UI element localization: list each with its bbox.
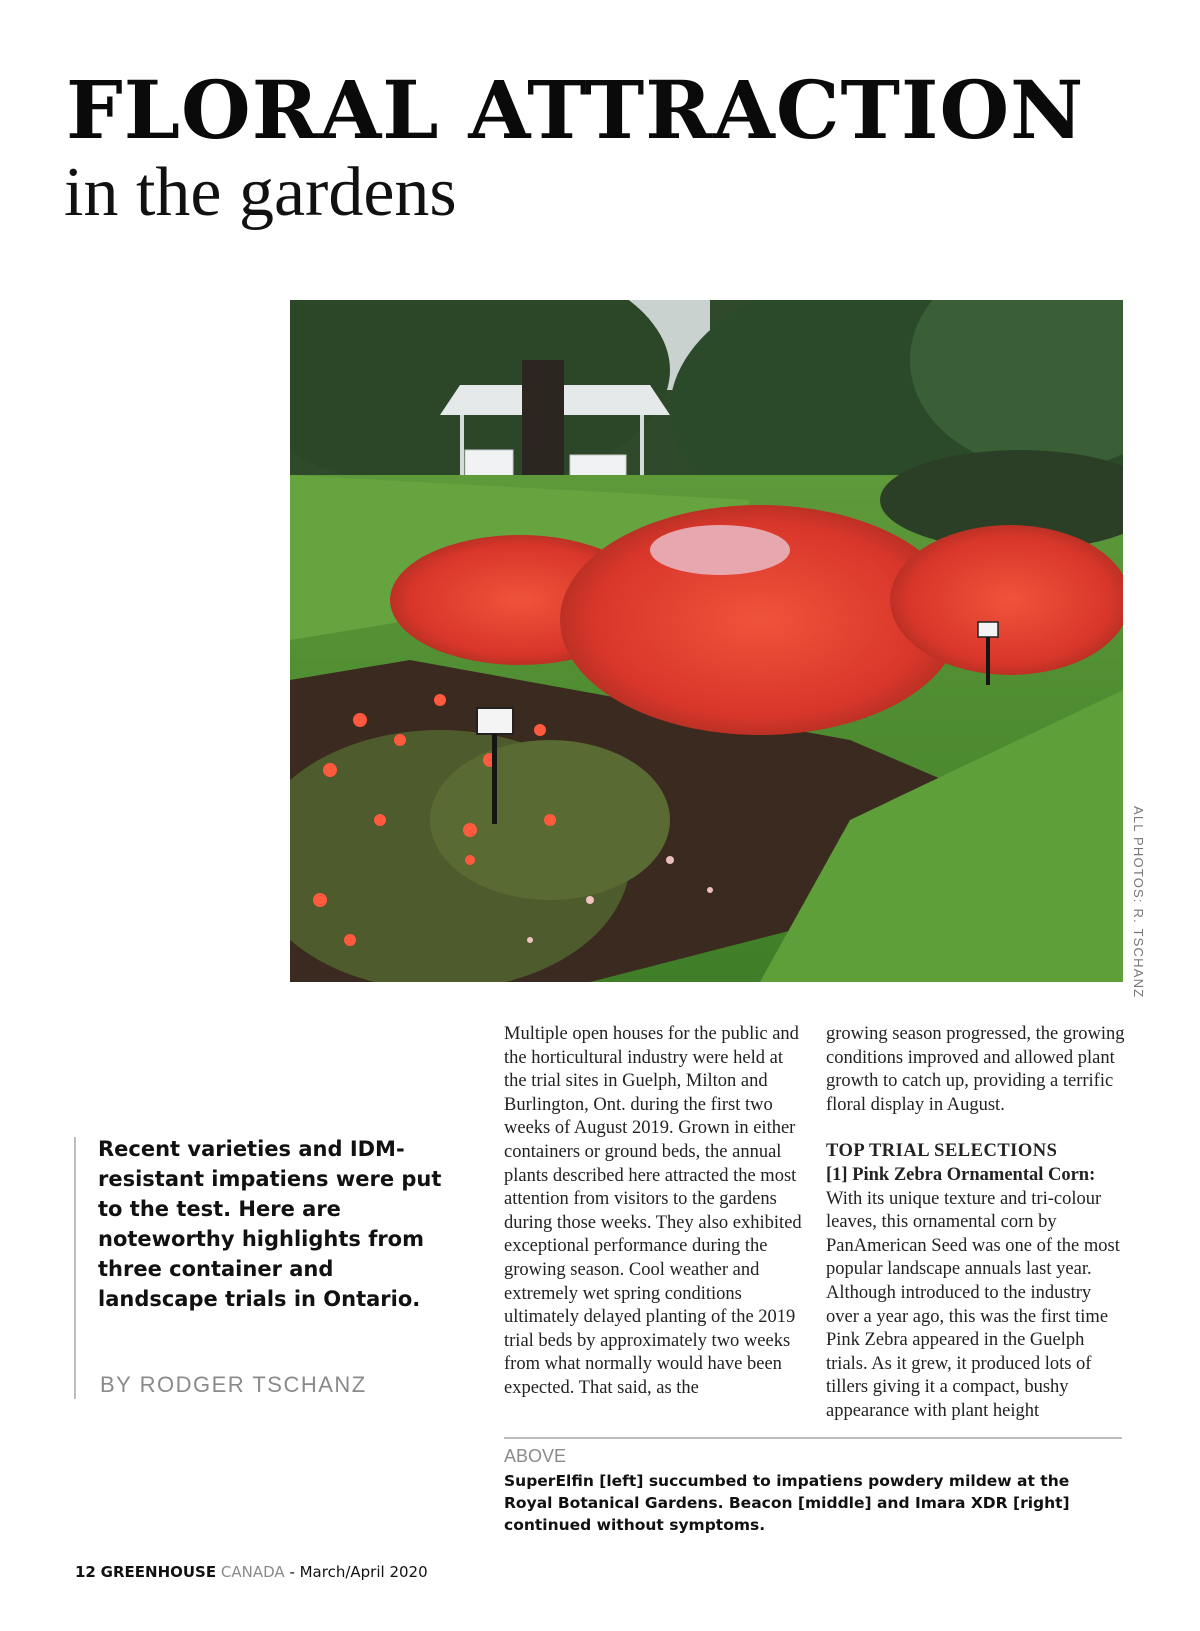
impatiens-bed-illustration bbox=[290, 300, 1123, 982]
byline: BY RODGER TSCHANZ bbox=[100, 1372, 367, 1397]
article-deck: Recent varieties and IDM-resistant impatiens were put to the test. Here are noteworthy highlights from three container and landscape trials in Ontario. bbox=[98, 1137, 442, 1311]
section-subhead: TOP TRIAL SELECTIONS bbox=[826, 1141, 1058, 1162]
article-title: FLORAL ATTRACTION bbox=[66, 63, 1085, 157]
issue-date: - March/April 2020 bbox=[289, 1563, 428, 1581]
page-number: 12 bbox=[75, 1563, 96, 1581]
body-column-1 bbox=[504, 1023, 804, 1401]
caption-text: SuperElfin [left] succumbed to impatiens powdery mildew at the Royal Botanical Gardens. Beacon [middle] and Imara XDR [right] continued without symptoms. bbox=[504, 1472, 1070, 1534]
article-subtitle: in the gardens bbox=[64, 154, 457, 231]
magazine-name: GREENHOUSE bbox=[100, 1563, 217, 1581]
body-column-2 bbox=[826, 1023, 1126, 1424]
caption-label: ABOVE bbox=[504, 1446, 567, 1466]
item-lead: [1] Pink Zebra Ornamental Corn: bbox=[826, 1164, 1096, 1185]
garden-photo bbox=[290, 300, 1123, 982]
page-footer bbox=[75, 1563, 428, 1581]
body-paragraph: Multiple open houses for the public and the horticultural industry were held at the trial sites in Guelph, Milton and Burlington, Ont. during the first two weeks of August 2019. Grown in either containers or ground beds, the annual plants described here attracted the most attention from visitors to the gardens during those weeks. They also exhibited exceptional performance during the growing season. Cool weather and extremely wet spring conditions ultimately delayed planting of the 2019 trial beds by approximately two weeks from what normally would have been expected. That said, as the bbox=[504, 1024, 802, 1398]
photo-credit bbox=[1128, 806, 1148, 999]
magazine-name-secondary: CANADA bbox=[220, 1563, 285, 1581]
item-paragraph bbox=[826, 1164, 1126, 1424]
caption-rule bbox=[504, 1437, 1122, 1439]
body-paragraph: growing season progressed, the growing conditions improved and allowed plant growth to catch up, providing a terrific floral display in August. bbox=[826, 1024, 1125, 1115]
photo-credit-text: ALL PHOTOS: R. TSCHANZ bbox=[1131, 806, 1146, 999]
item-text: With its unique texture and tri-colour leaves, this ornamental corn by PanAmerican Seed was one of the most popular landscape annuals last year. Although introduced to the industry over a year ago, this was the first time Pink Zebra appeared in the Guelph trials. As it grew, it produced lots of tillers giving it a compact, bushy appearance with plant height bbox=[826, 1188, 1120, 1421]
